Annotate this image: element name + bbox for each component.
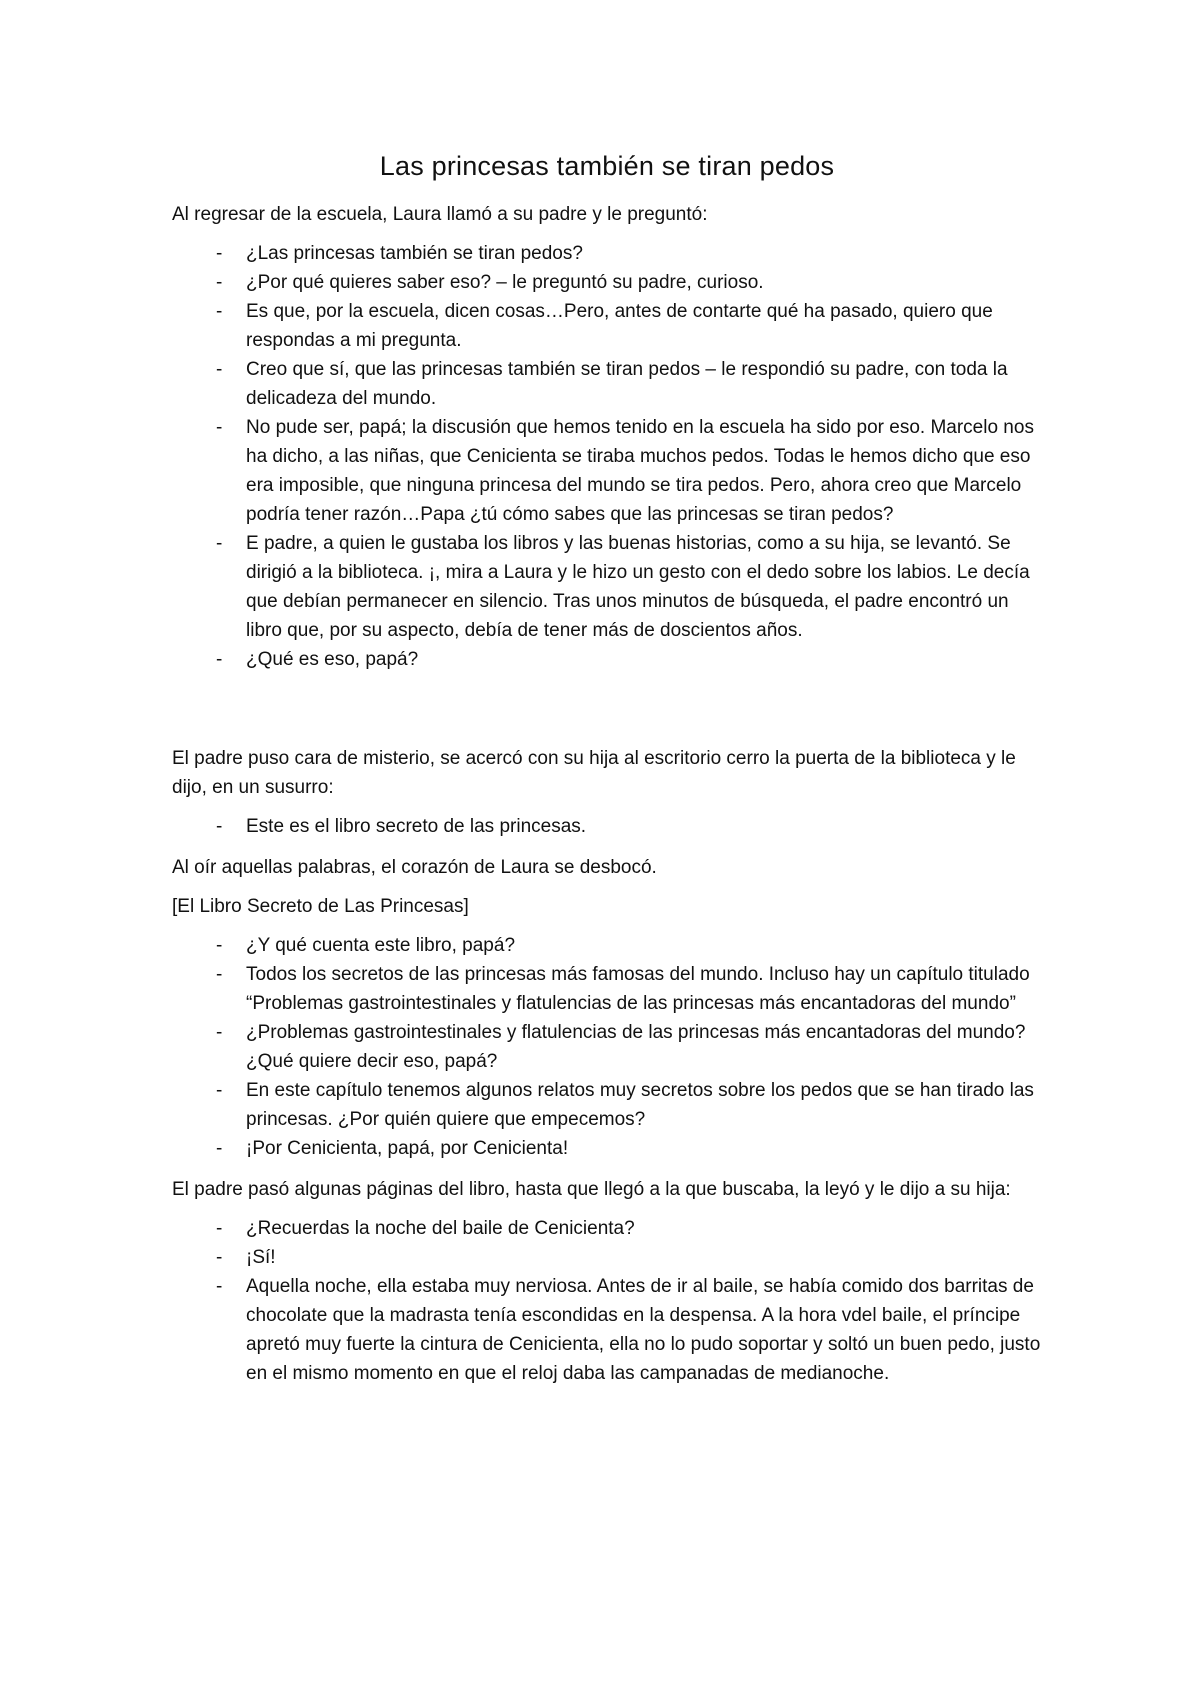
dash-marker: - <box>216 1218 223 1239</box>
paragraph-3: Al oír aquellas palabras, el corazón de Laura se desbocó. <box>172 857 657 878</box>
dash-marker: - <box>216 649 223 670</box>
dash-marker: - <box>216 1247 223 1268</box>
dash-marker: - <box>216 359 223 380</box>
paragraph-5: El padre pasó algunas páginas del libro, hasta que llegó a la que buscaba, la leyó y le dijo a su hija: <box>172 1179 1011 1200</box>
dash-marker: - <box>216 1022 223 1043</box>
dialogue-line <box>172 1214 1042 1243</box>
dialogue-text: ¿Qué es eso, papá? <box>246 649 419 670</box>
dash-marker: - <box>216 964 223 985</box>
dash-marker: - <box>216 1080 223 1101</box>
dialogue-text: Todos los secretos de las princesas más famosas del mundo. Incluso hay un capítulo titulado “Problemas gastrointestinales y flatulencias de las princesas más encantadoras del mundo” <box>246 964 1030 1014</box>
dash-marker: - <box>216 243 223 264</box>
dash-marker: - <box>216 417 223 438</box>
dialogue-text: En este capítulo tenemos algunos relatos muy secretos sobre los pedos que se han tirado las princesas. ¿Por quién quiere que empecemos? <box>246 1080 1034 1130</box>
dialogue-line <box>172 529 1042 645</box>
dialogue-line <box>172 1076 1042 1134</box>
dialogue-line <box>172 268 1042 297</box>
dialogue-line <box>172 812 1042 841</box>
document-body <box>172 148 1042 1400</box>
dialogue-text: ¿Las princesas también se tiran pedos? <box>246 243 583 264</box>
dialogue-line <box>172 1018 1042 1076</box>
dialogue-line <box>172 1134 1042 1163</box>
dialogue-text: No pude ser, papá; la discusión que hemos tenido en la escuela ha sido por eso. Marcelo nos ha dicho, a las niñas, que Cenicienta se tiraba muchos pedos. Todas le hemos dicho que eso era imposible, que ninguna princesa del mundo se tira pedos. Pero, ahora creo que Marcelo podría tener razón…Papa ¿tú cómo sabes que las princesas se tiran pedos? <box>246 417 1034 525</box>
dialogue-text: Creo que sí, que las princesas también se tiran pedos – le respondió su padre, con toda la delicadeza del mundo. <box>246 359 1008 409</box>
dialogue-text: ¿Y qué cuenta este libro, papá? <box>246 935 516 956</box>
dash-marker: - <box>216 935 223 956</box>
intro-paragraph: Al regresar de la escuela, Laura llamó a su padre y le preguntó: <box>172 204 708 225</box>
dialogue-text: ¿Por qué quieres saber eso? – le preguntó su padre, curioso. <box>246 272 764 293</box>
dialogue-text: ¿Problemas gastrointestinales y flatulencias de las princesas más encantadoras del mundo? ¿Qué quiere decir eso, papá? <box>246 1022 1026 1072</box>
dialogue-line <box>172 1243 1042 1272</box>
document-title: Las princesas también se tiran pedos <box>379 151 835 181</box>
dialogue-line <box>172 645 1042 674</box>
dialogue-line <box>172 960 1042 1018</box>
dash-marker: - <box>216 533 223 554</box>
dialogue-line <box>172 1272 1042 1388</box>
dialogue-line <box>172 297 1042 355</box>
dialogue-list-1 <box>172 239 1042 674</box>
dialogue-list-4 <box>172 1214 1042 1388</box>
dialogue-text: Es que, por la escuela, dicen cosas…Pero, antes de contarte qué ha pasado, quiero que respondas a mi pregunta. <box>246 301 993 351</box>
section-spacer <box>172 686 1042 744</box>
dialogue-line <box>172 239 1042 268</box>
dialogue-line <box>172 355 1042 413</box>
dialogue-line <box>172 413 1042 529</box>
dash-marker: - <box>216 301 223 322</box>
paragraph-2: El padre puso cara de misterio, se acercó con su hija al escritorio cerro la puerta de la biblioteca y le dijo, en un susurro: <box>172 748 1016 798</box>
dialogue-text: Este es el libro secreto de las princesas. <box>246 816 587 837</box>
dash-marker: - <box>216 272 223 293</box>
dialogue-list-2 <box>172 812 1042 841</box>
dialogue-text: E padre, a quien le gustaba los libros y las buenas historias, como a su hija, se levantó. Se dirigió a la biblioteca. ¡, mira a Laura y le hizo un gesto con el dedo sobre los labios. Le decía que debían permanecer en silencio. Tras unos minutos de búsqueda, el padre encontró un libro que, por su aspecto, debía de tener más de doscientos años. <box>246 533 1030 641</box>
dash-marker: - <box>216 816 223 837</box>
dialogue-line <box>172 931 1042 960</box>
dialogue-text: ¿Recuerdas la noche del baile de Cenicienta? <box>246 1218 635 1239</box>
paragraph-4: [El Libro Secreto de Las Princesas] <box>172 896 469 917</box>
dialogue-text: ¡Por Cenicienta, papá, por Cenicienta! <box>246 1138 569 1159</box>
dialogue-list-3 <box>172 931 1042 1163</box>
dialogue-text: ¡Sí! <box>246 1247 276 1268</box>
dash-marker: - <box>216 1276 223 1297</box>
dash-marker: - <box>216 1138 223 1159</box>
dialogue-text: Aquella noche, ella estaba muy nerviosa. Antes de ir al baile, se había comido dos barritas de chocolate que la madrasta tenía escondidas en la despensa. A la hora vdel baile, el príncipe apretó muy fuerte la cintura de Cenicienta, ella no lo pudo soportar y soltó un buen pedo, justo en el mismo momento en que el reloj daba las campanadas de medianoche. <box>246 1276 1041 1384</box>
